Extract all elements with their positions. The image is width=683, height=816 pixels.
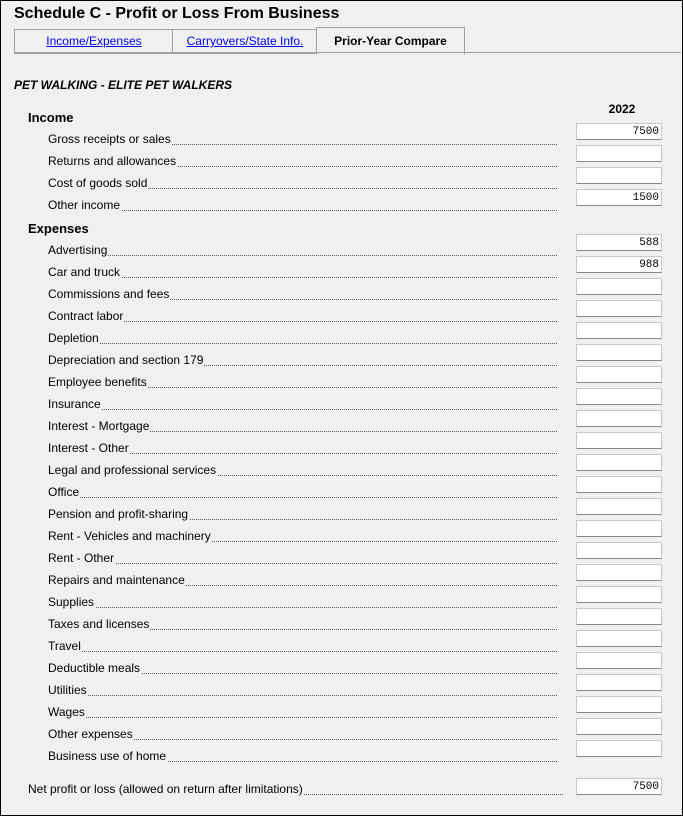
row-other-expenses	[48, 725, 557, 747]
row-rent-vehicles-and-machinery	[48, 527, 557, 549]
net-profit-field[interactable]	[576, 778, 662, 795]
travel-field[interactable]	[576, 630, 662, 647]
depreciation-and-section-179-field[interactable]	[576, 344, 662, 361]
net-profit-label: Net profit or loss (allowed on return after limitations)	[28, 782, 303, 796]
row-taxes-and-licenses	[48, 615, 557, 637]
interest-other-field[interactable]	[576, 432, 662, 449]
tab-divider	[14, 52, 681, 53]
interest-mortgage-field[interactable]	[576, 410, 662, 427]
commissions-and-fees-field[interactable]	[576, 278, 662, 295]
field-label: Cost of goods sold	[48, 176, 148, 190]
repairs-and-maintenance-field[interactable]	[576, 564, 662, 581]
row-utilities	[48, 681, 557, 703]
leader-dots	[48, 277, 557, 278]
field-label: Returns and allowances	[48, 154, 177, 168]
leader-dots	[48, 210, 557, 211]
field-label: Interest - Other	[48, 441, 129, 455]
row-travel	[48, 637, 557, 659]
field-label: Repairs and maintenance	[48, 573, 185, 587]
page-title: Schedule C - Profit or Loss From Business	[14, 5, 340, 22]
row-returns-and-allowances	[48, 152, 557, 174]
row-interest-other	[48, 439, 557, 461]
office-field[interactable]	[576, 476, 662, 493]
net-profit-row	[28, 780, 563, 802]
field-label: Rent - Vehicles and machinery	[48, 529, 211, 543]
wages-field[interactable]	[576, 696, 662, 713]
insurance-field[interactable]	[576, 388, 662, 405]
row-cost-of-goods-sold	[48, 174, 557, 196]
field-label: Commissions and fees	[48, 287, 170, 301]
field-label: Other expenses	[48, 727, 133, 741]
row-repairs-and-maintenance	[48, 571, 557, 593]
leader-dots	[48, 607, 557, 608]
field-label: Taxes and licenses	[48, 617, 150, 631]
row-advertising	[48, 241, 557, 263]
field-label: Interest - Mortgage	[48, 419, 150, 433]
leader-dots	[48, 695, 557, 696]
gross-receipts-or-sales-field[interactable]	[576, 123, 662, 140]
leader-dots	[48, 717, 557, 718]
business-name: PET WALKING - ELITE PET WALKERS	[14, 78, 233, 92]
field-label: Employee benefits	[48, 375, 147, 389]
row-office	[48, 483, 557, 505]
other-expenses-field[interactable]	[576, 718, 662, 735]
field-label: Pension and profit-sharing	[48, 507, 189, 521]
row-business-use-of-home	[48, 747, 557, 769]
legal-and-professional-services-field[interactable]	[576, 454, 662, 471]
year-column-header: 2022	[608, 102, 636, 116]
field-label: Deductible meals	[48, 661, 141, 675]
tab-carryovers-state-info[interactable]: Carryovers/State Info.	[172, 29, 318, 54]
row-interest-mortgage	[48, 417, 557, 439]
deductible-meals-field[interactable]	[576, 652, 662, 669]
row-rent-other	[48, 549, 557, 571]
field-label: Depletion	[48, 331, 99, 345]
row-commissions-and-fees	[48, 285, 557, 307]
expenses-heading: Expenses	[28, 221, 89, 236]
row-employee-benefits	[48, 373, 557, 395]
leader-dots	[48, 343, 557, 344]
car-and-truck-field[interactable]	[576, 256, 662, 273]
field-label: Office	[48, 485, 80, 499]
field-label: Business use of home	[48, 749, 167, 763]
field-label: Insurance	[48, 397, 101, 411]
cost-of-goods-sold-field[interactable]	[576, 167, 662, 184]
utilities-field[interactable]	[576, 674, 662, 691]
pension-and-profit-sharing-field[interactable]	[576, 498, 662, 515]
leader-dots	[48, 255, 557, 256]
row-gross-receipts-or-sales	[48, 130, 557, 152]
supplies-field[interactable]	[576, 586, 662, 603]
advertising-field[interactable]	[576, 234, 662, 251]
rent-other-field[interactable]	[576, 542, 662, 559]
row-depletion	[48, 329, 557, 351]
row-legal-and-professional-services	[48, 461, 557, 483]
other-income-field[interactable]	[576, 189, 662, 206]
taxes-and-licenses-field[interactable]	[576, 608, 662, 625]
row-car-and-truck	[48, 263, 557, 285]
row-contract-labor	[48, 307, 557, 329]
tab-prior-year-compare[interactable]: Prior-Year Compare	[316, 27, 465, 55]
income-heading: Income	[28, 110, 74, 125]
field-label: Supplies	[48, 595, 95, 609]
row-pension-and-profit-sharing	[48, 505, 557, 527]
contract-labor-field[interactable]	[576, 300, 662, 317]
leader-dots	[48, 409, 557, 410]
row-deductible-meals	[48, 659, 557, 681]
employee-benefits-field[interactable]	[576, 366, 662, 383]
field-label: Depreciation and section 179	[48, 353, 204, 367]
row-other-income	[48, 196, 557, 218]
rent-vehicles-and-machinery-field[interactable]	[576, 520, 662, 537]
row-insurance	[48, 395, 557, 417]
field-label: Legal and professional services	[48, 463, 217, 477]
business-use-of-home-field[interactable]	[576, 740, 662, 757]
field-label: Other income	[48, 198, 121, 212]
leader-dots	[48, 497, 557, 498]
returns-and-allowances-field[interactable]	[576, 145, 662, 162]
leader-dots	[48, 651, 557, 652]
field-label: Rent - Other	[48, 551, 115, 565]
depletion-field[interactable]	[576, 322, 662, 339]
tab-income-expenses[interactable]: Income/Expenses	[14, 29, 174, 54]
row-wages	[48, 703, 557, 725]
field-label: Utilities	[48, 683, 87, 697]
row-supplies	[48, 593, 557, 615]
field-label: Wages	[48, 705, 85, 719]
field-label: Gross receipts or sales	[48, 132, 171, 146]
field-label: Car and truck	[48, 265, 121, 279]
row-depreciation-and-section-179	[48, 351, 557, 373]
field-label: Advertising	[48, 243, 108, 257]
field-label: Contract labor	[48, 309, 124, 323]
leader-dots	[48, 563, 557, 564]
field-label: Travel	[48, 639, 81, 653]
